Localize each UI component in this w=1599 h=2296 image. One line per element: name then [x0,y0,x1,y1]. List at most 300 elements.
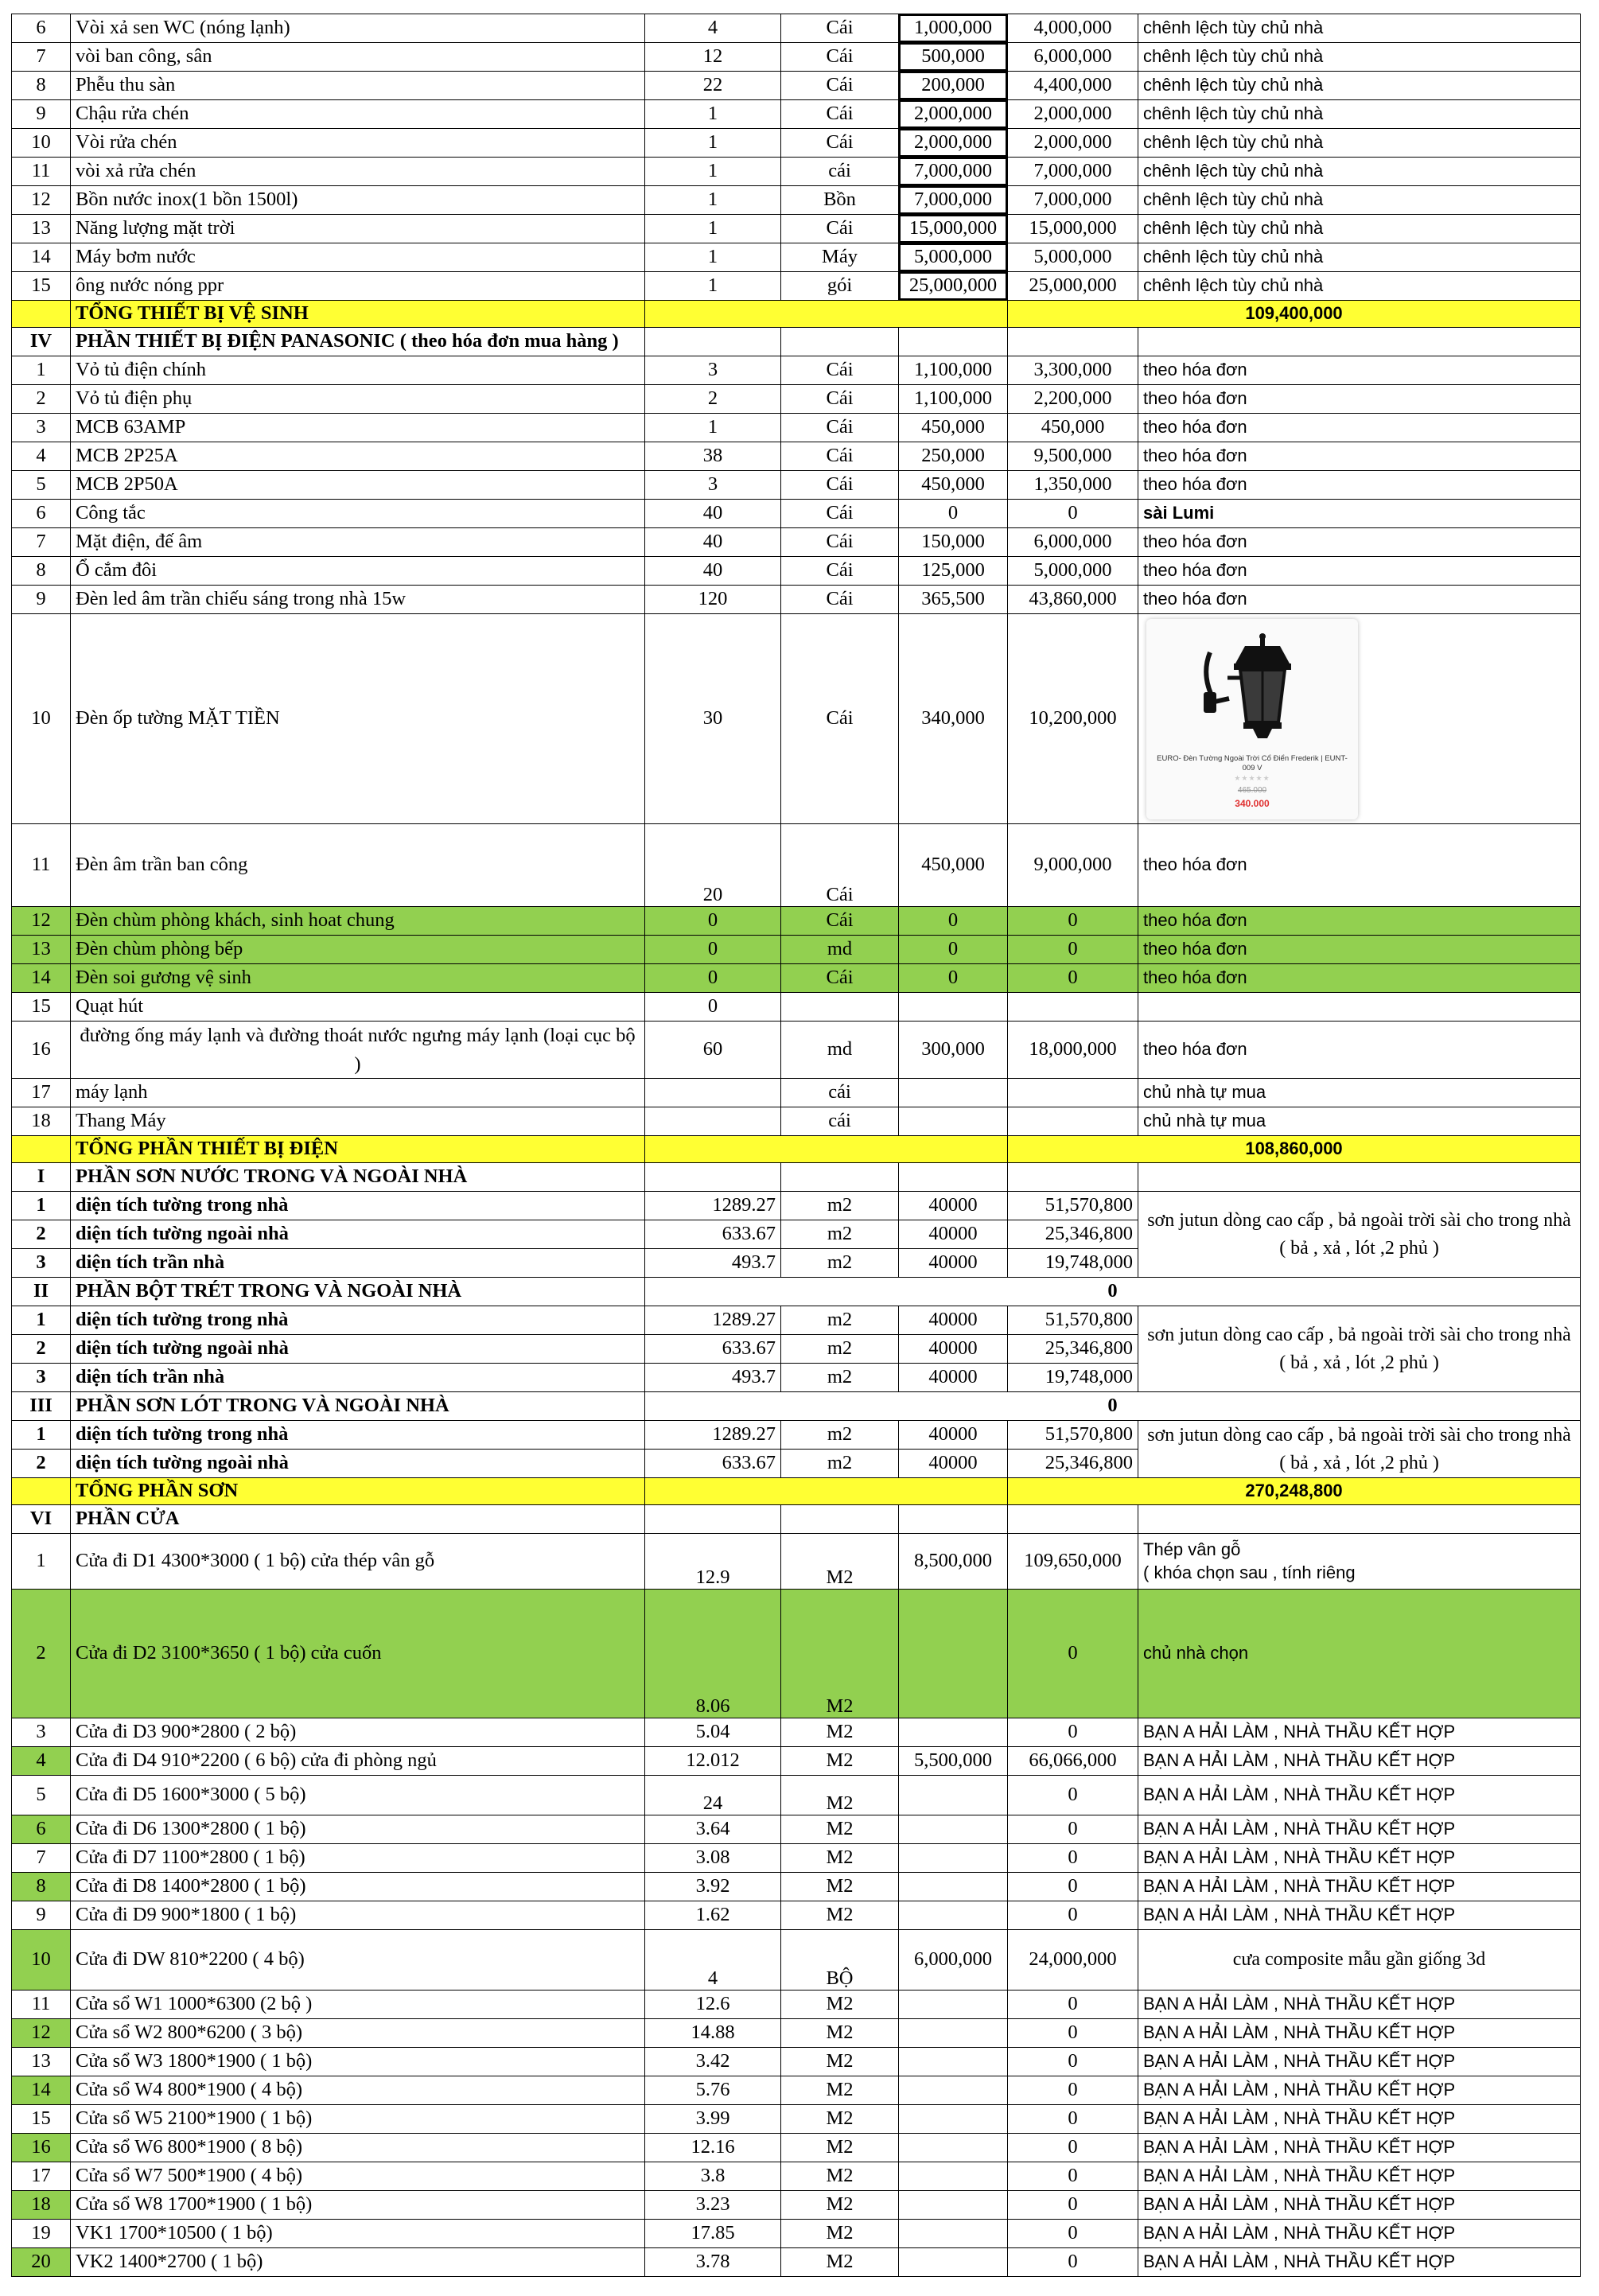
item-name: diện tích trần nhà [71,1249,645,1278]
item-amount: 15,000,000 [1008,215,1138,243]
item-unit: M2 [781,1718,899,1747]
table-row [12,1718,1581,1747]
item-name: ông nước nóng ppr [71,272,645,301]
row-number: 2 [12,1335,71,1364]
item-quantity: 1289.27 [645,1421,781,1450]
item-quantity: 12.6 [645,1991,781,2019]
item-amount: 0 [1008,964,1138,993]
row-number: 2 [12,1450,71,1478]
item-name: MCB 2P50A [71,471,645,500]
item-unit-price: 500,000 [899,43,1008,72]
row-number: 1 [12,356,71,385]
item-unit-price: 8,500,000 [899,1534,1008,1590]
table-row [12,243,1581,272]
item-unit: M2 [781,1534,899,1590]
item-amount: 0 [1008,1873,1138,1901]
item-quantity: 12.16 [645,2134,781,2162]
item-note: theo hóa đơn [1138,1022,1581,1079]
item-note: BẠN A HẢI LÀM , NHÀ THẦU KẾT HỢP [1138,2019,1581,2048]
item-unit-price [899,1776,1008,1815]
item-note: BẠN A HẢI LÀM , NHÀ THẦU KẾT HỢP [1138,2048,1581,2076]
item-unit-price: 300,000 [899,1022,1008,1079]
item-note: sơn jutun dòng cao cấp , bả ngoài trời sài cho trong nhà ( bả , xả , lót ,2 phủ ) [1138,1306,1581,1392]
item-name: Vỏ tủ điện chính [71,356,645,385]
product-name: EURO- Đèn Tường Ngoài Trời Cổ Điển Frederik | EUNT-009 V [1157,754,1348,772]
item-unit: Cái [781,964,899,993]
item-amount: 66,066,000 [1008,1747,1138,1776]
item-unit-price [899,2162,1008,2191]
row-number: 9 [12,100,71,129]
item-unit-price [899,1873,1008,1901]
empty-cell [645,1163,781,1192]
table-row [12,1901,1581,1930]
row-number: 4 [12,442,71,471]
row-number: 1 [12,1306,71,1335]
item-name: diện tích trần nhà [71,1364,645,1392]
item-unit: Cái [781,500,899,528]
item-unit: M2 [781,1590,899,1718]
item-quantity: 1 [645,100,781,129]
wall-lantern-icon [1196,628,1307,748]
item-unit-price: 40000 [899,1421,1008,1450]
table-row [12,586,1581,614]
row-number: 16 [12,2134,71,2162]
item-quantity: 40 [645,557,781,586]
item-unit-price: 7,000,000 [899,158,1008,186]
item-note: BẠN A HẢI LÀM , NHÀ THẦU KẾT HỢP [1138,2162,1581,2191]
item-unit-price: 7,000,000 [899,186,1008,215]
item-name: diện tích tường trong nhà [71,1192,645,1220]
item-unit: Cái [781,72,899,100]
table-row [12,1930,1581,1991]
table-row [12,2248,1581,2277]
item-unit: Cái [781,907,899,936]
section-title: PHẦN THIẾT BỊ ĐIỆN PANASONIC ( theo hóa đơn mua hàng ) [71,328,645,356]
quotation-table [11,14,1581,2277]
empty-cell [1138,328,1581,356]
item-amount: 0 [1008,500,1138,528]
item-name: Đèn âm trần ban công [71,824,645,907]
table-row [12,43,1581,72]
total-empty-cell [645,1136,1008,1163]
item-name: Cửa đi D6 1300*2800 ( 1 bộ) [71,1815,645,1844]
item-unit-price: 40000 [899,1192,1008,1220]
item-name: diện tích tường trong nhà [71,1421,645,1450]
row-number: 7 [12,1844,71,1873]
item-quantity: 3.08 [645,1844,781,1873]
row-number: 8 [12,557,71,586]
item-amount: 0 [1008,1776,1138,1815]
item-unit-price: 450,000 [899,414,1008,442]
item-quantity: 633.67 [645,1220,781,1249]
row-number: 17 [12,2162,71,2191]
item-amount [1008,1107,1138,1136]
item-unit-price: 0 [899,964,1008,993]
item-name: Chậu rửa chén [71,100,645,129]
item-quantity: 24 [645,1776,781,1815]
item-quantity: 60 [645,1022,781,1079]
table-row [12,2134,1581,2162]
item-name: MCB 2P25A [71,442,645,471]
item-unit-price: 40000 [899,1306,1008,1335]
item-name: Cửa đi D5 1600*3000 ( 5 bộ) [71,1776,645,1815]
item-quantity: 17.85 [645,2220,781,2248]
item-amount: 51,570,800 [1008,1306,1138,1335]
table-row [12,2048,1581,2076]
item-unit: Cái [781,442,899,471]
table-row [12,186,1581,215]
table-row [12,2076,1581,2105]
item-quantity: 633.67 [645,1335,781,1364]
item-note: chênh lệch tùy chủ nhà [1138,158,1581,186]
item-name: Bồn nước inox(1 bồn 1500l) [71,186,645,215]
section-number: II [12,1278,71,1306]
item-name: Cửa đi D7 1100*2800 ( 1 bộ) [71,1844,645,1873]
item-quantity [645,1107,781,1136]
item-name: Cửa sổ W7 500*1900 ( 4 bộ) [71,2162,645,2191]
item-unit-price: 450,000 [899,824,1008,907]
item-quantity: 12.012 [645,1747,781,1776]
total-empty-cell [645,1478,1008,1505]
section-number: IV [12,328,71,356]
item-unit: M2 [781,2162,899,2191]
item-amount: 0 [1008,936,1138,964]
row-number: 10 [12,614,71,824]
row-number: 2 [12,385,71,414]
item-name: Vỏ tủ điện phụ [71,385,645,414]
item-unit-price [899,1844,1008,1873]
item-unit-price [899,1718,1008,1747]
item-note: BẠN A HẢI LÀM , NHÀ THẦU KẾT HỢP [1138,1901,1581,1930]
item-quantity: 0 [645,993,781,1022]
row-number: 14 [12,2076,71,2105]
item-name: MCB 63AMP [71,414,645,442]
row-number: 1 [12,1421,71,1450]
item-unit-price [899,1107,1008,1136]
item-amount: 25,346,800 [1008,1335,1138,1364]
item-quantity [645,1079,781,1107]
table-row [12,1991,1581,2019]
row-number: 12 [12,186,71,215]
empty-cell [781,1163,899,1192]
item-unit-price: 40000 [899,1450,1008,1478]
item-amount: 6,000,000 [1008,43,1138,72]
item-unit: M2 [781,2048,899,2076]
row-number: 12 [12,907,71,936]
item-note: chênh lệch tùy chủ nhà [1138,272,1581,301]
item-unit-price [899,2019,1008,2048]
row-number: 11 [12,824,71,907]
item-quantity: 1 [645,158,781,186]
item-unit: M2 [781,1747,899,1776]
item-unit: m2 [781,1220,899,1249]
section-header-row [12,1278,1581,1306]
item-note: chênh lệch tùy chủ nhà [1138,14,1581,43]
item-unit-price: 1,100,000 [899,356,1008,385]
total-label: TỔNG PHẦN THIẾT BỊ ĐIỆN [71,1136,645,1163]
item-name: Vòi rửa chén [71,129,645,158]
item-note: BẠN A HẢI LÀM , NHÀ THẦU KẾT HỢP [1138,2134,1581,2162]
table-row [12,129,1581,158]
row-number: 12 [12,2019,71,2048]
item-name: Cửa đi D4 910*2200 ( 6 bộ) cửa đi phòng ngủ [71,1747,645,1776]
item-amount: 0 [1008,2076,1138,2105]
item-name: Đèn chùm phòng bếp [71,936,645,964]
item-name: Cửa sổ W4 800*1900 ( 4 bộ) [71,2076,645,2105]
item-quantity: 3.99 [645,2105,781,2134]
item-amount: 2,200,000 [1008,385,1138,414]
row-number: 2 [12,1220,71,1249]
row-number: 4 [12,1747,71,1776]
table-row [12,1022,1581,1079]
item-unit: gói [781,272,899,301]
item-quantity: 12 [645,43,781,72]
item-unit: Cái [781,43,899,72]
item-unit: m2 [781,1335,899,1364]
table-row [12,1192,1581,1220]
item-name: Cửa đi D3 900*2800 ( 2 bộ) [71,1718,645,1747]
row-number: 5 [12,471,71,500]
item-amount [1008,993,1138,1022]
item-note: theo hóa đơn [1138,385,1581,414]
item-quantity: 1289.27 [645,1306,781,1335]
item-note: theo hóa đơn [1138,936,1581,964]
total-value: 108,860,000 [1008,1136,1581,1163]
table-row [12,557,1581,586]
item-note: theo hóa đơn [1138,471,1581,500]
item-unit-price: 40000 [899,1220,1008,1249]
item-unit-price [899,1901,1008,1930]
table-row [12,1590,1581,1718]
item-amount: 19,748,000 [1008,1249,1138,1278]
row-number: 3 [12,1718,71,1747]
item-unit-price: 5,000,000 [899,243,1008,272]
item-quantity: 1 [645,272,781,301]
item-note: theo hóa đơn [1138,824,1581,907]
item-unit: Cái [781,586,899,614]
row-number: 7 [12,528,71,557]
item-unit: Cái [781,385,899,414]
item-note: chênh lệch tùy chủ nhà [1138,129,1581,158]
item-quantity: 1289.27 [645,1192,781,1220]
item-unit-price [899,2076,1008,2105]
table-row [12,936,1581,964]
row-number: 9 [12,586,71,614]
section-title: PHẦN SƠN LÓT TRONG VÀ NGOÀI NHÀ [71,1392,645,1421]
item-note: BẠN A HẢI LÀM , NHÀ THẦU KẾT HỢP [1138,2105,1581,2134]
table-body [12,14,1581,2277]
item-unit-price: 15,000,000 [899,215,1008,243]
table-row [12,2019,1581,2048]
item-unit-price: 5,500,000 [899,1747,1008,1776]
row-number: 2 [12,1590,71,1718]
item-unit: Cái [781,557,899,586]
item-note: theo hóa đơn [1138,414,1581,442]
item-unit-price: 0 [899,500,1008,528]
section-value: 0 [645,1392,1581,1421]
item-quantity: 1 [645,129,781,158]
row-number: 15 [12,272,71,301]
item-unit-price [899,1079,1008,1107]
item-unit-price [899,2220,1008,2248]
item-note [1138,993,1581,1022]
row-number: 3 [12,414,71,442]
table-row [12,964,1581,993]
item-amount: 0 [1008,2191,1138,2220]
item-unit: md [781,1022,899,1079]
item-unit: M2 [781,1844,899,1873]
item-amount: 5,000,000 [1008,557,1138,586]
item-quantity: 40 [645,500,781,528]
item-amount: 19,748,000 [1008,1364,1138,1392]
table-row [12,158,1581,186]
item-note: chênh lệch tùy chủ nhà [1138,72,1581,100]
table-row [12,1534,1581,1590]
item-note: BẠN A HẢI LÀM , NHÀ THẦU KẾT HỢP [1138,2076,1581,2105]
item-name: Đèn ốp tường MẶT TIỀN [71,614,645,824]
item-note: theo hóa đơn [1138,356,1581,385]
item-amount: 2,000,000 [1008,129,1138,158]
item-amount: 24,000,000 [1008,1930,1138,1991]
item-amount: 3,300,000 [1008,356,1138,385]
item-amount: 0 [1008,2019,1138,2048]
item-amount: 0 [1008,1718,1138,1747]
row-number: 6 [12,500,71,528]
total-label: TỔNG PHẦN SƠN [71,1478,645,1505]
row-number: 3 [12,1364,71,1392]
item-quantity: 1 [645,414,781,442]
product-old-price: 465.000 [1237,786,1267,795]
item-amount: 25,346,800 [1008,1220,1138,1249]
item-name: Máy bơm nước [71,243,645,272]
item-note: BẠN A HẢI LÀM , NHÀ THẦU KẾT HỢP [1138,2248,1581,2277]
row-number: 11 [12,158,71,186]
item-note: theo hóa đơn [1138,442,1581,471]
table-row [12,2191,1581,2220]
item-amount: 6,000,000 [1008,528,1138,557]
item-name: Mặt điện, đế âm [71,528,645,557]
item-note: chủ nhà tự mua [1138,1079,1581,1107]
item-quantity: 493.7 [645,1249,781,1278]
item-unit: M2 [781,2134,899,2162]
item-amount: 0 [1008,2105,1138,2134]
item-unit-price: 200,000 [899,72,1008,100]
table-row [12,100,1581,129]
item-amount: 0 [1008,2220,1138,2248]
item-quantity: 5.76 [645,2076,781,2105]
item-note: BẠN A HẢI LÀM , NHÀ THẦU KẾT HỢP [1138,1747,1581,1776]
section-header-row [12,1163,1581,1192]
row-number: 3 [12,1249,71,1278]
total-row [12,301,1581,328]
item-unit: Cái [781,100,899,129]
empty-cell [899,328,1008,356]
empty-cell [781,1505,899,1534]
item-name: Cửa đi D2 3100*3650 ( 1 bộ) cửa cuốn [71,1590,645,1718]
item-note: BẠN A HẢI LÀM , NHÀ THẦU KẾT HỢP [1138,1776,1581,1815]
item-unit-price: 150,000 [899,528,1008,557]
item-unit-price: 1,000,000 [899,14,1008,43]
item-amount: 51,570,800 [1008,1421,1138,1450]
total-row [12,1478,1581,1505]
product-new-price: 340.000 [1235,798,1270,809]
section-header-row [12,1505,1581,1534]
item-name: Cửa sổ W5 2100*1900 ( 1 bộ) [71,2105,645,2134]
item-unit-price: 365,500 [899,586,1008,614]
item-amount [1008,1079,1138,1107]
item-note: theo hóa đơn [1138,586,1581,614]
item-amount: 0 [1008,2048,1138,2076]
row-number: 20 [12,2248,71,2277]
row-number: 6 [12,1815,71,1844]
item-amount: 10,200,000 [1008,614,1138,824]
table-row [12,14,1581,43]
item-name: Ổ cắm đôi [71,557,645,586]
item-quantity: 5.04 [645,1718,781,1747]
section-number: III [12,1392,71,1421]
item-unit: Cái [781,614,899,824]
row-number: 18 [12,1107,71,1136]
item-unit: BỘ [781,1930,899,1991]
item-quantity: 4 [645,14,781,43]
item-quantity: 3.42 [645,2048,781,2076]
row-number: 13 [12,936,71,964]
item-amount: 18,000,000 [1008,1022,1138,1079]
item-quantity: 0 [645,907,781,936]
item-amount: 25,000,000 [1008,272,1138,301]
item-unit: M2 [781,2248,899,2277]
item-unit: M2 [781,1776,899,1815]
section-number: VI [12,1505,71,1534]
row-number: 15 [12,2105,71,2134]
item-unit: M2 [781,2019,899,2048]
item-quantity: 4 [645,1930,781,1991]
item-unit: m2 [781,1450,899,1478]
table-row [12,1815,1581,1844]
item-name: diện tích tường ngoài nhà [71,1220,645,1249]
item-name: Quạt hút [71,993,645,1022]
item-unit-price: 125,000 [899,557,1008,586]
table-row [12,72,1581,100]
section-header-row [12,1392,1581,1421]
item-unit-price [899,1590,1008,1718]
total-value: 270,248,800 [1008,1478,1581,1505]
item-unit: Cái [781,356,899,385]
item-note: sơn jutun dòng cao cấp , bả ngoài trời sài cho trong nhà ( bả , xả , lót ,2 phủ ) [1138,1192,1581,1278]
item-unit-price [899,1815,1008,1844]
table-row [12,1844,1581,1873]
item-quantity: 3.23 [645,2191,781,2220]
item-note: BẠN A HẢI LÀM , NHÀ THẦU KẾT HỢP [1138,1991,1581,2019]
empty-cell [1138,1163,1581,1192]
row-number: 17 [12,1079,71,1107]
item-amount: 450,000 [1008,414,1138,442]
item-note: chênh lệch tùy chủ nhà [1138,186,1581,215]
total-empty-cell [645,301,1008,328]
table-row [12,2105,1581,2134]
item-name: Cửa sổ W2 800*6200 ( 3 bộ) [71,2019,645,2048]
table-row [12,2220,1581,2248]
item-unit-price: 450,000 [899,471,1008,500]
table-row [12,356,1581,385]
item-unit-price: 1,100,000 [899,385,1008,414]
item-name: Cửa đi D9 900*1800 ( 1 bộ) [71,1901,645,1930]
table-row [12,500,1581,528]
item-name: máy lạnh [71,1079,645,1107]
item-unit: Bồn [781,186,899,215]
item-name: vòi xả rửa chén [71,158,645,186]
table-row [12,385,1581,414]
